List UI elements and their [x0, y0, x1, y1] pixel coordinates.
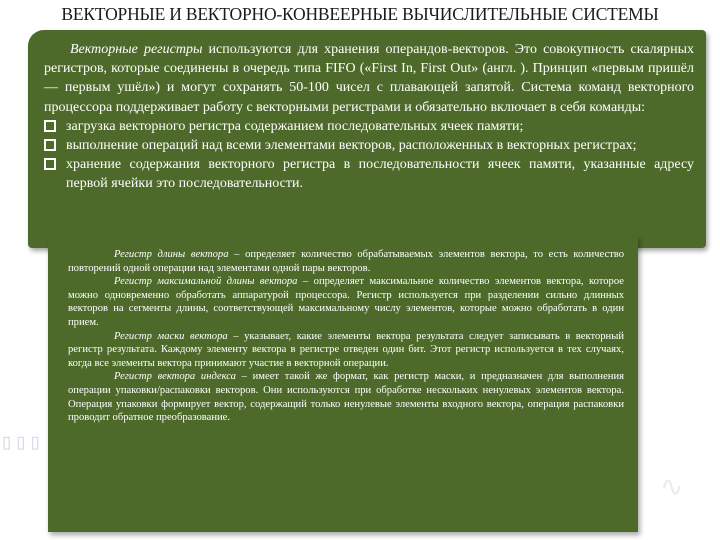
- square-bullet-icon: [44, 158, 56, 170]
- bullet-item: [44, 117, 694, 136]
- intro-paragraph: [44, 40, 694, 117]
- bullet-item: [44, 136, 694, 155]
- slide-title: ВЕКТОРНЫЕ И ВЕКТОРНО-КОНВЕЕРНЫЕ ВЫЧИСЛИТЕЛЬНЫЕ СИСТЕМЫ: [61, 4, 659, 24]
- register-paragraph: [68, 248, 624, 275]
- bullet-text: выполнение операций над всеми элементами векторов, расположенных в векторных регистрах;: [66, 138, 637, 154]
- register-description: – определяет максимальное количество элементов вектора, которое можно одновременно обработать аппаратурой процессора. Регистр используется при разделении сильно длинных векторов на сегменты длины, соответствующей максимальному числу элементов, которые можно обработать в один прием.: [68, 276, 624, 328]
- intro-term: Векторные регистры: [70, 42, 203, 57]
- register-term: Регистр длины вектора: [114, 249, 229, 260]
- bullet-text: хранение содержания векторного регистра в последовательности ячеек памяти, указанные адресу первой ячейки это последовательности.: [66, 157, 694, 192]
- bullet-text: загрузка векторного регистра содержанием последовательных ячеек памяти;: [66, 118, 524, 134]
- bullet-item: [44, 155, 694, 193]
- register-description: – имеет такой же формат, как регистр маски, и предназначен для выполнения операции упаковки/распаковки векторов. Они используются при обработке нескольких ненулевых элементов вектора. Операция упаковки формирует вектор, содержащий только ненулевые элементы входного вектора, операция распаковки проводит обратное преобразование.: [68, 371, 624, 424]
- square-bullet-icon: [44, 120, 56, 132]
- register-paragraph: [68, 370, 624, 424]
- background-wave-icon: ∿: [660, 472, 684, 503]
- register-paragraph: [68, 275, 624, 329]
- square-bullet-icon: [44, 139, 56, 151]
- register-term: Регистр вектора индекса: [114, 371, 236, 383]
- register-types-panel: [48, 236, 638, 532]
- register-description: – определяет количество обрабатываемых элементов вектора, то есть количество повторений одной операции над элементами одной пары векторов.: [68, 249, 625, 274]
- register-paragraph: [68, 330, 624, 371]
- register-term: Регистр маски вектора: [114, 330, 228, 342]
- register-description: – указывает, какие элементы вектора результата следует записывать в векторный регистр результата. Каждому элементу вектора в регистре отведен один бит. Этот регистр используется в тех случаях, когда все элементы вектора принимают участие в векторной операции.: [68, 330, 624, 369]
- background-pattern-icon: ▯▯▯: [0, 430, 43, 455]
- vector-registers-panel: [28, 30, 706, 248]
- register-term: Регистр максимальной длины вектора: [114, 276, 298, 288]
- intro-text: используются для хранения операндов-векторов. Это совокупность скалярных регистров, которые соединены в очередь типа FIFO («First In, First Out» (англ. ). Принцип «первым пришёл — первым ушёл») и могут сохранять 50-100 чисел с плавающей запятой. Система команд векторного процессора поддерживает работу с векторными регистрами и обязательно включает в себя команды:: [44, 42, 694, 115]
